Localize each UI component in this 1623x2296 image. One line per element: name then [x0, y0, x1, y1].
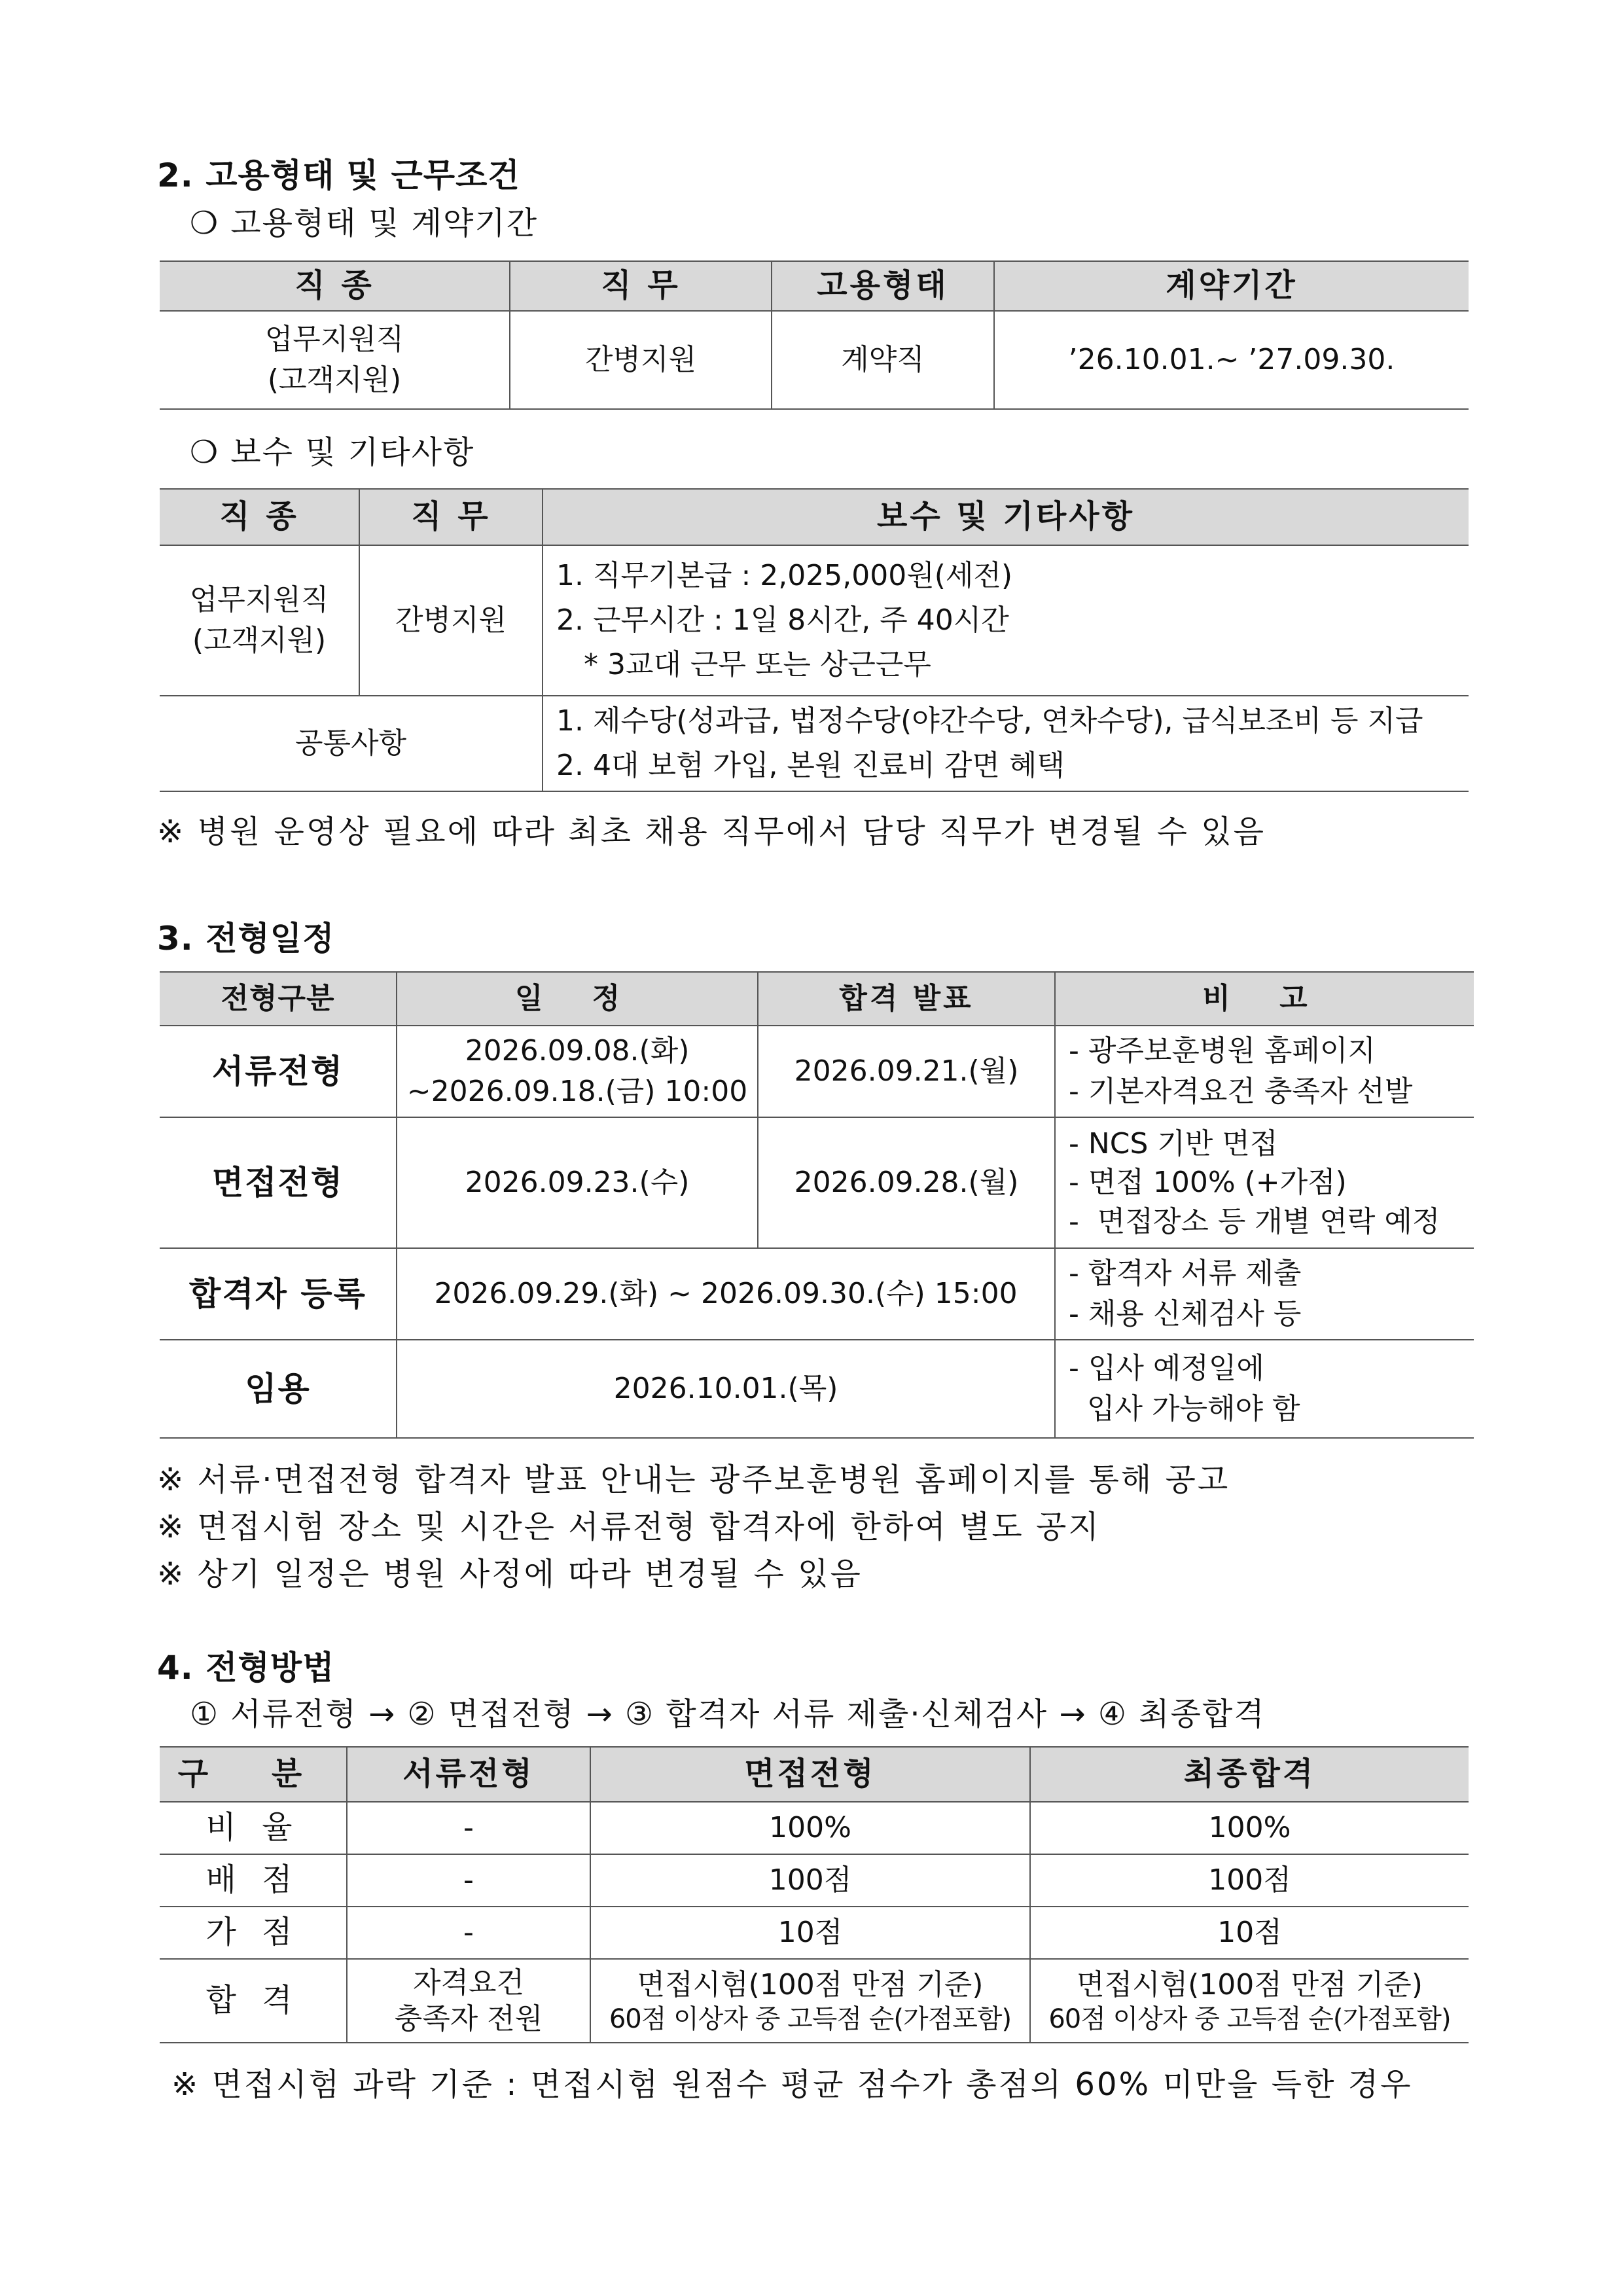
- header-salary-etc: 보수 및 기타사항: [543, 489, 1469, 545]
- header-schedule: 일 정: [397, 972, 758, 1026]
- bonus-document: -: [347, 1907, 590, 1959]
- row-label-bonus: 가 점: [160, 1907, 347, 1959]
- score-final: 100점: [1030, 1854, 1469, 1907]
- schedule-note-3: ※ 상기 일정은 병원 사정에 따라 변경될 수 있음: [157, 1556, 863, 1592]
- selection-flow: ① 서류전형 → ② 면접전형 → ③ 합격자 서류 제출·신체검사 → ④ 최종합격: [190, 1696, 1266, 1732]
- schedule-registration: 2026.09.29.(화) ~ 2026.09.30.(수) 15:00: [397, 1248, 1055, 1340]
- header-stage: 전형구분: [160, 972, 397, 1026]
- ratio-final: 100%: [1030, 1802, 1469, 1854]
- section-2-title: 2. 고용형태 및 근무조건: [157, 156, 520, 194]
- score-document: -: [347, 1854, 590, 1907]
- ratio-document: -: [347, 1802, 590, 1854]
- header-category: 구 분: [160, 1747, 347, 1802]
- pass-final: 면접시험(100점 만점 기준) 60점 이상자 중 고득점 순(가점포함): [1030, 1959, 1469, 2043]
- period-cell: ’26.10.01.~ ’27.09.30.: [994, 311, 1469, 409]
- schedule-note-1: ※ 서류·면접전형 합격자 발표 안내는 광주보훈병원 홈페이지를 통해 공고: [157, 1462, 1230, 1498]
- remarks-document: - 광주보훈병원 홈페이지 - 기본자격요건 충족자 선발: [1055, 1026, 1474, 1117]
- header-job-type: 직 종: [160, 261, 510, 311]
- section-4-title: 4. 전형방법: [157, 1649, 335, 1687]
- schedule-interview: 2026.09.23.(수): [397, 1117, 758, 1248]
- header-duty: 직 무: [510, 261, 772, 311]
- employment-type-subheading: ❍ 고용형태 및 계약기간: [190, 205, 539, 242]
- remarks-registration: - 합격자 서류 제출 - 채용 신체검사 등: [1055, 1248, 1474, 1340]
- schedule-document: 2026.09.08.(화) ~2026.09.18.(금) 10:00: [397, 1026, 758, 1117]
- common-items-label: 공통사항: [160, 696, 543, 791]
- stage-appointment: 임용: [160, 1340, 397, 1438]
- header-final: 최종합격: [1030, 1747, 1469, 1802]
- header-job-type: 직 종: [160, 489, 359, 545]
- header-announcement: 합격 발표: [758, 972, 1055, 1026]
- row-label-ratio: 비 율: [160, 1802, 347, 1854]
- duty-cell: 간병지원: [359, 545, 543, 696]
- header-duty: 직 무: [359, 489, 543, 545]
- selection-method-table: [160, 1746, 1469, 2043]
- stage-interview: 면접전형: [160, 1117, 397, 1248]
- pass-document: 자격요건 충족자 전원: [347, 1959, 590, 2043]
- remarks-appointment: - 입사 예정일에 입사 가능해야 함: [1055, 1340, 1474, 1438]
- salary-table: [160, 488, 1469, 792]
- section-3-title: 3. 전형일정: [157, 920, 335, 958]
- job-type-cell: 업무지원직 (고객지원): [160, 545, 359, 696]
- pass-interview: 면접시험(100점 만점 기준) 60점 이상자 중 고득점 순(가점포함): [590, 1959, 1030, 2043]
- stage-document: 서류전형: [160, 1026, 397, 1117]
- header-contract-period: 계약기간: [994, 261, 1469, 311]
- header-interview: 면접전형: [590, 1747, 1030, 1802]
- announce-document: 2026.09.21.(월): [758, 1026, 1055, 1117]
- salary-subheading: ❍ 보수 및 기타사항: [190, 434, 475, 471]
- schedule-appointment: 2026.10.01.(목): [397, 1340, 1055, 1438]
- stage-registration: 합격자 등록: [160, 1248, 397, 1340]
- header-document: 서류전형: [347, 1747, 590, 1802]
- common-items-cell: 1. 제수당(성과급, 법정수당(야간수당, 연차수당), 급식보조비 등 지급 2. 4대 보험 가입, 본원 진료비 감면 혜택: [543, 696, 1469, 791]
- schedule-table: [160, 971, 1474, 1439]
- bonus-final: 10점: [1030, 1907, 1469, 1959]
- employment-contract-table: [160, 260, 1469, 410]
- header-employment-type: 고용형태: [772, 261, 994, 311]
- fail-criteria-note: ※ 면접시험 과락 기준 : 면접시험 원점수 평균 점수가 총점의 60% 미만을 득한 경우: [171, 2066, 1413, 2103]
- row-label-pass: 합 격: [160, 1959, 347, 2043]
- employment-cell: 계약직: [772, 311, 994, 409]
- remarks-interview: - NCS 기반 면접 - 면접 100% (+가점) - 면접장소 등 개별 연락 예정: [1055, 1117, 1474, 1248]
- announce-interview: 2026.09.28.(월): [758, 1117, 1055, 1248]
- header-remarks: 비 고: [1055, 972, 1474, 1026]
- ratio-interview: 100%: [590, 1802, 1030, 1854]
- job-type-cell: 업무지원직 (고객지원): [160, 311, 510, 409]
- bonus-interview: 10점: [590, 1907, 1030, 1959]
- schedule-note-2: ※ 면접시험 장소 및 시간은 서류전형 합격자에 한하여 별도 공지: [157, 1509, 1101, 1545]
- duty-change-note: ※ 병원 운영상 필요에 따라 최초 채용 직무에서 담당 직무가 변경될 수 있음: [157, 814, 1266, 850]
- duty-cell: 간병지원: [510, 311, 772, 409]
- row-label-score: 배 점: [160, 1854, 347, 1907]
- score-interview: 100점: [590, 1854, 1030, 1907]
- salary-items-cell: 1. 직무기본급 : 2,025,000원(세전) 2. 근무시간 : 1일 8시간, 주 40시간 * 3교대 근무 또는 상근근무: [543, 545, 1469, 696]
